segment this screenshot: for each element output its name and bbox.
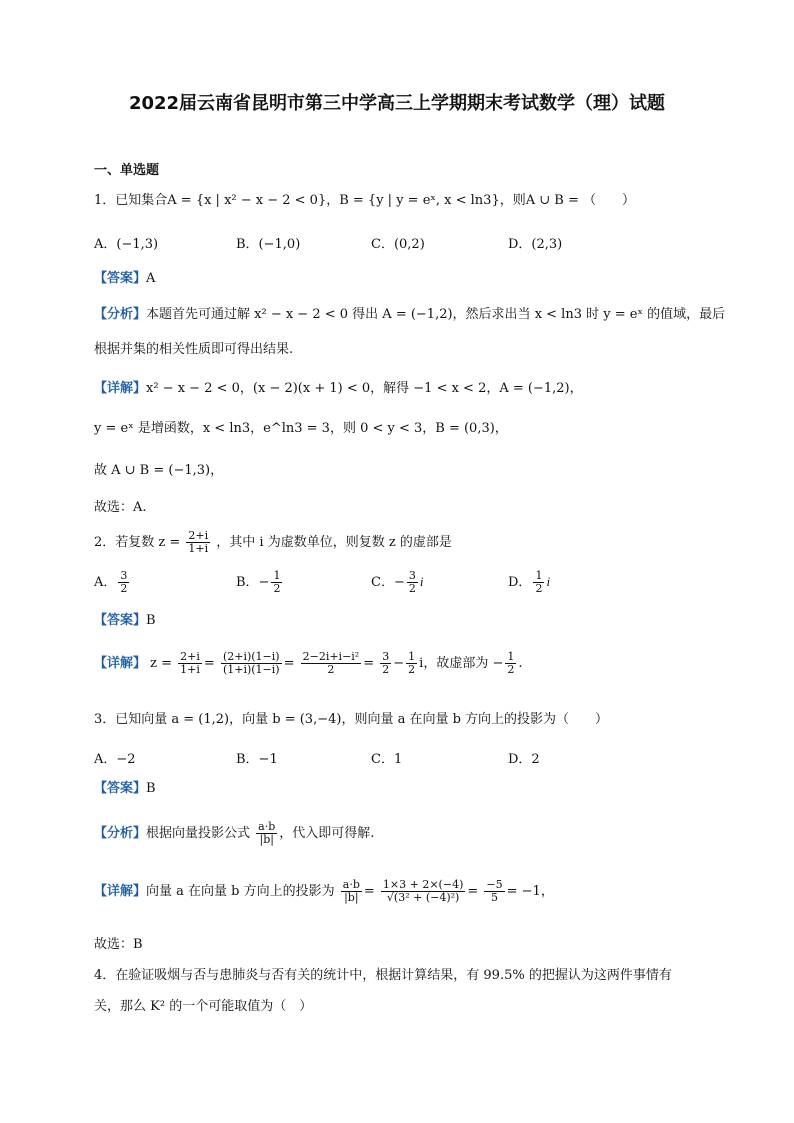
page-title: 2022届云南省昆明市第三中学高三上学期期末考试数学（理）试题	[128, 93, 666, 114]
opt-fraction	[271, 570, 282, 595]
minus-sign: −	[393, 656, 405, 671]
opt-sign: −	[258, 575, 270, 590]
opt-letter: C．	[371, 575, 394, 590]
frac-num: 1	[273, 569, 281, 582]
answer-value: B	[146, 781, 156, 796]
q2-answer	[94, 612, 700, 630]
opt-tail: i	[419, 574, 424, 589]
detail-frac-5	[406, 651, 417, 676]
q3-options	[94, 748, 704, 770]
frac-den: 2	[327, 663, 335, 676]
frac-den: 2	[408, 582, 416, 595]
answer-tag: 【答案】	[94, 271, 147, 286]
opt-fraction	[407, 570, 418, 595]
q1-analysis-line1	[94, 306, 726, 324]
q1-detail-line2: y = eˣ 是增函数，x < ln3，e^ln3 = 3，则 0 < y < 3，B = (0,3)，	[94, 421, 508, 436]
frac-num: 3	[120, 569, 128, 582]
frac-den: 2	[120, 582, 128, 595]
frac-den: 2	[408, 663, 416, 676]
q1-detail-line1	[94, 380, 700, 398]
q2-fraction	[186, 530, 210, 555]
q2-detail: 【详解】 z = $\frac{2+i}{1+i}$ = $\frac{(2+i)(1-i)}{(1+i)(1-i)}$ = $\frac{\text{2−2i+i−i²}}{2}$ = $\frac{3}{2}$ − $\frac{1}{2}$ i，故虚部为 − $\frac{1}{2}$ .	[94, 650, 523, 676]
detail-text: x² − x − 2 < 0，(x − 2)(x + 1) < 0，解得 −1 < x < 2，A = (−1,2)，	[146, 381, 583, 396]
detail-frac-2	[221, 651, 282, 676]
detail-prefix: z =	[150, 656, 173, 671]
detail-frac-3	[484, 879, 504, 904]
frac-den: (1+i)(1−i)	[222, 663, 280, 676]
frac-num: 2+i	[188, 529, 209, 542]
frac-num: 3	[382, 650, 390, 663]
detail-end: .	[518, 656, 523, 671]
analysis-prefix: 根据向量投影公式	[146, 826, 251, 841]
analysis-formula	[256, 821, 277, 846]
q3-option-d: D．2	[508, 752, 540, 767]
q2-option-c	[371, 570, 423, 595]
q1-stem: 1．已知集合A = {x | x² − x − 2 < 0}，B = {y | y = eˣ, x < ln3}，则A ∪ B = （ ）	[94, 193, 635, 208]
frac-den: 2	[382, 663, 390, 676]
opt-tail: i	[546, 574, 551, 589]
frac-num: 2−2i+i−i²	[302, 650, 360, 663]
q1-option-b: B．(−1,0)	[236, 237, 301, 252]
detail-frac-3	[301, 651, 362, 676]
frac-num: (2+i)(1−i)	[222, 650, 280, 663]
frac-den: 1+i	[188, 542, 209, 555]
answer-tag: 【答案】	[94, 781, 147, 796]
frac-den: 2	[273, 582, 281, 595]
q1-options	[94, 233, 704, 255]
frac-num: −5	[486, 878, 503, 891]
answer-value: A	[146, 271, 156, 286]
q1-detail-line3: 故 A ∪ B = (−1,3)，	[94, 463, 224, 478]
detail-tag: 【详解】	[94, 884, 147, 899]
detail-mid: i，故虚部为 −	[419, 656, 504, 671]
detail-frac-6	[505, 651, 516, 676]
q4-stem-line1: 4．在验证吸烟与否与患肺炎与否有关的统计中，根据计算结果，有 99.5% 的把握认为这两件事情有	[94, 968, 672, 983]
detail-frac-2	[381, 879, 465, 904]
detail-frac-1	[178, 651, 202, 676]
q3-detail	[94, 874, 700, 914]
q1-option-a: A．(−1,3)	[94, 237, 159, 252]
frac-den: 5	[491, 891, 499, 904]
q3-choice: 故选：B	[94, 937, 143, 952]
frac-den: |b|	[259, 833, 274, 846]
opt-fraction	[118, 570, 129, 595]
frac-num: 1	[408, 650, 416, 663]
frac-num: 1×3 + 2×(−4)	[382, 878, 464, 891]
q3-option-b: B．−1	[236, 752, 278, 767]
opt-sign: −	[393, 575, 405, 590]
opt-fraction	[533, 570, 544, 595]
q2-stem-prefix: 2．若复数 z =	[94, 535, 181, 550]
detail-frac-4	[380, 651, 391, 676]
q3-analysis	[94, 818, 700, 854]
q1-choice: 故选：A.	[94, 500, 147, 515]
frac-den: 2	[507, 663, 515, 676]
answer-tag: 【答案】	[94, 613, 147, 628]
frac-den: |b|	[344, 891, 359, 904]
frac-num: 3	[408, 569, 416, 582]
answer-value: B	[146, 613, 156, 628]
equals: =	[467, 884, 479, 899]
frac-num: a·b	[342, 878, 360, 891]
detail-end: = −1，	[506, 884, 554, 899]
detail-tag: 【详解】	[94, 381, 147, 396]
analysis-suffix: ，代入即可得解.	[279, 826, 375, 841]
q2-option-b	[236, 570, 284, 595]
q2-stem	[94, 530, 700, 558]
equals: =	[363, 884, 375, 899]
q2-stem-suffix: ，其中 i 为虚数单位，则复数 z 的虚部是	[216, 535, 452, 550]
analysis-tag: 【分析】	[94, 826, 147, 841]
q2-option-a	[94, 570, 131, 595]
detail-tag: 【详解】	[94, 656, 147, 671]
section-heading: 一、单选题	[94, 163, 160, 178]
frac-den: √(3² + (−4)²)	[386, 891, 460, 904]
analysis-text: 本题首先可通过解 x² − x − 2 < 0 得出 A = (−1,2)，然后求出当 x < ln3 时 y = eˣ 的值域，最后	[146, 307, 726, 322]
frac-num: 2+i	[180, 650, 200, 663]
frac-num: 1	[507, 650, 515, 663]
q3-stem: 3．已知向量 a = (1,2)，向量 b = (3,−4)，则向量 a 在向量 b 方向上的投影为（ ）	[94, 712, 609, 727]
q4-stem-line2: 关，那么 K² 的一个可能取值为（ ）	[94, 999, 313, 1014]
opt-letter: D．	[508, 575, 532, 590]
detail-frac-1	[341, 879, 362, 904]
q1-option-c: C．(0,2)	[371, 237, 425, 252]
q1-analysis-line2: 根据并集的相关性质即可得出结果.	[94, 342, 294, 357]
opt-letter: A．	[94, 575, 117, 590]
q1-answer	[94, 270, 700, 288]
opt-letter: B．	[236, 575, 259, 590]
q3-answer	[94, 780, 700, 798]
frac-den: 1+i	[180, 663, 200, 676]
frac-num: a·b	[258, 820, 276, 833]
frac-den: 2	[535, 582, 543, 595]
q2-option-d	[508, 570, 550, 595]
q2-options	[94, 570, 704, 604]
detail-prefix: 向量 a 在向量 b 方向上的投影为	[146, 884, 335, 899]
q3-option-a: A．−2	[94, 752, 136, 767]
q3-option-c: C．1	[371, 752, 403, 767]
q1-option-d: D．(2,3)	[508, 237, 563, 252]
frac-num: 1	[535, 569, 543, 582]
analysis-tag: 【分析】	[94, 307, 147, 322]
